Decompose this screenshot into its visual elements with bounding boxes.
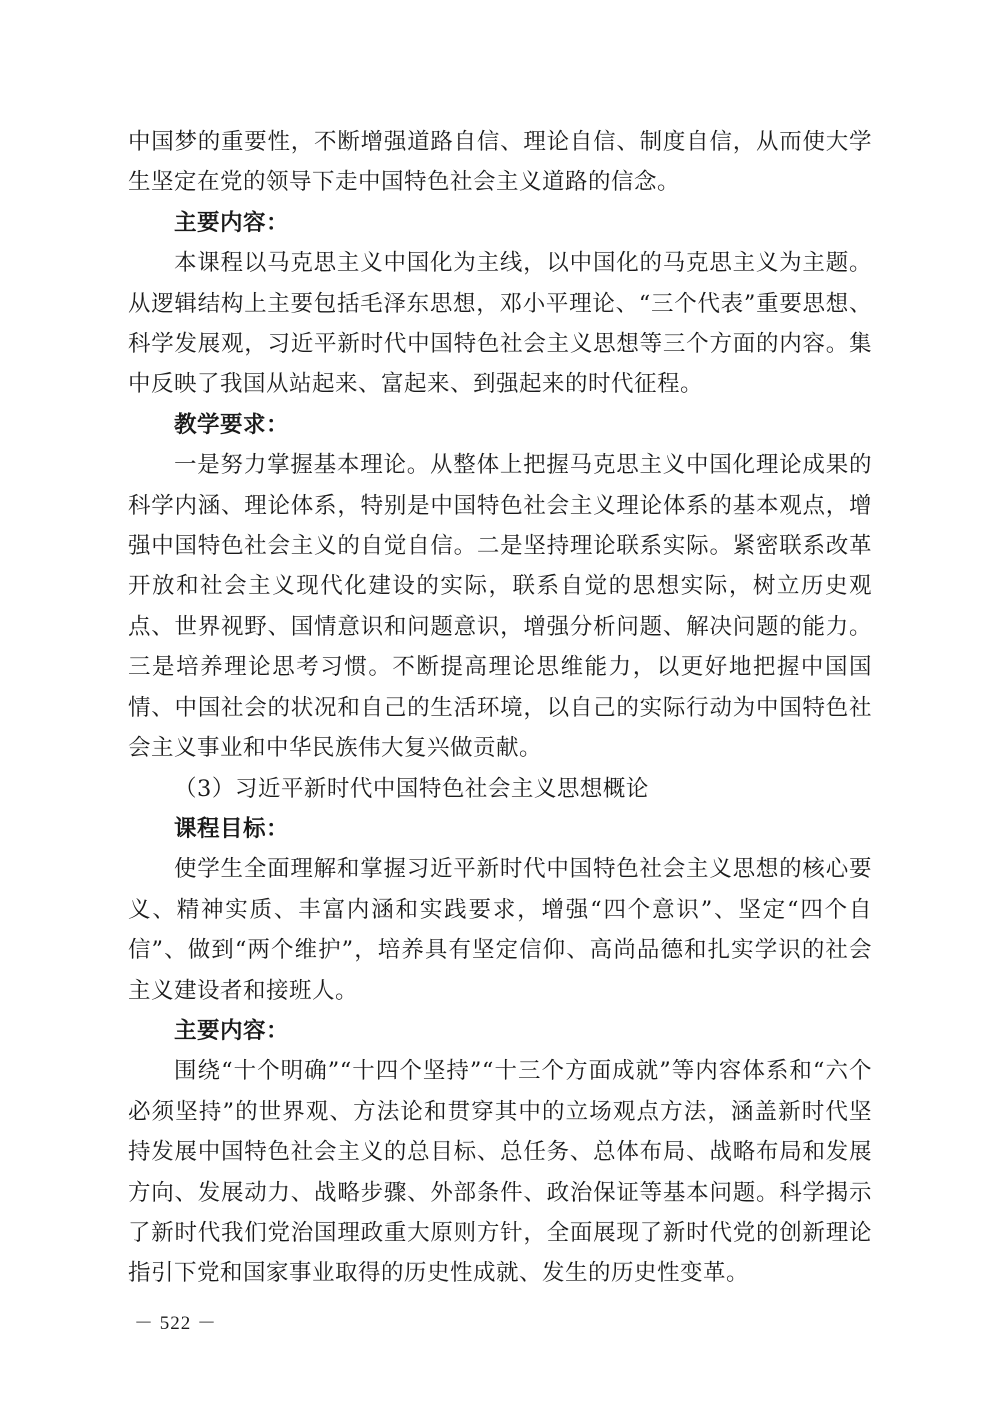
paragraph-main-content-2: 围绕“十个明确”“十四个坚持”“十三个方面成就”等内容体系和“六个必须坚持”的世界观、方法论和贯穿其中的立场观点方法，涵盖新时代坚持发展中国特色社会主义的总目标、总任务、总体布局、战略布局和发展方向、发展动力、战略步骤、外部条件、政治保证等基本问题。科学揭示了新时代我们党治国理政重大原则方针，全面展现了新时代党的创新理论指引下党和国家事业取得的历史性成就、发生的历史性变革。 (128, 1058, 872, 1287)
subheading-course-3: （3）习近平新时代中国特色社会主义思想概论 (174, 775, 649, 802)
page-number: － 522 － (134, 1313, 218, 1334)
paragraph-intro: 中国梦的重要性，不断增强道路自信、理论自信、制度自信，从而使大学生坚定在党的领导下走中国特色社会主义道路的信念。 (128, 129, 872, 196)
document-page (128, 122, 872, 1294)
heading-teaching-requirements: 教学要求： (174, 411, 290, 438)
paragraph-teaching-requirements: 一是努力掌握基本理论。从整体上把握马克思主义中国化理论成果的科学内涵、理论体系，特别是中国特色社会主义理论体系的基本观点，增强中国特色社会主义的自觉自信。二是坚持理论联系实际。紧密联系改革开放和社会主义现代化建设的实际，联系自觉的思想实际，树立历史观点、世界视野、国情意识和问题意识，增强分析问题、解决问题的能力。三是培养理论思考习惯。不断提高理论思维能力，以更好地把握中国国情、中国社会的状况和自己的生活环境，以自己的实际行动为中国特色社会主义事业和中华民族伟大复兴做贡献。 (128, 452, 872, 762)
paragraph-course-goals: 使学生全面理解和掌握习近平新时代中国特色社会主义思想的核心要义、精神实质、丰富内涵和实践要求，增强“四个意识”、坚定“四个自信”、做到“两个维护”，培养具有坚定信仰、高尚品德和扎实学识的社会主义建设者和接班人。 (128, 856, 872, 1004)
heading-main-content-2: 主要内容： (174, 1017, 290, 1044)
heading-main-content-1: 主要内容： (174, 209, 290, 236)
heading-course-goals: 课程目标： (174, 815, 290, 842)
paragraph-main-content-1: 本课程以马克思主义中国化为主线，以中国化的马克思主义为主题。从逻辑结构上主要包括毛泽东思想，邓小平理论、“三个代表”重要思想、科学发展观，习近平新时代中国特色社会主义思想等三个方面的内容。集中反映了我国从站起来、富起来、到强起来的时代征程。 (128, 250, 872, 398)
